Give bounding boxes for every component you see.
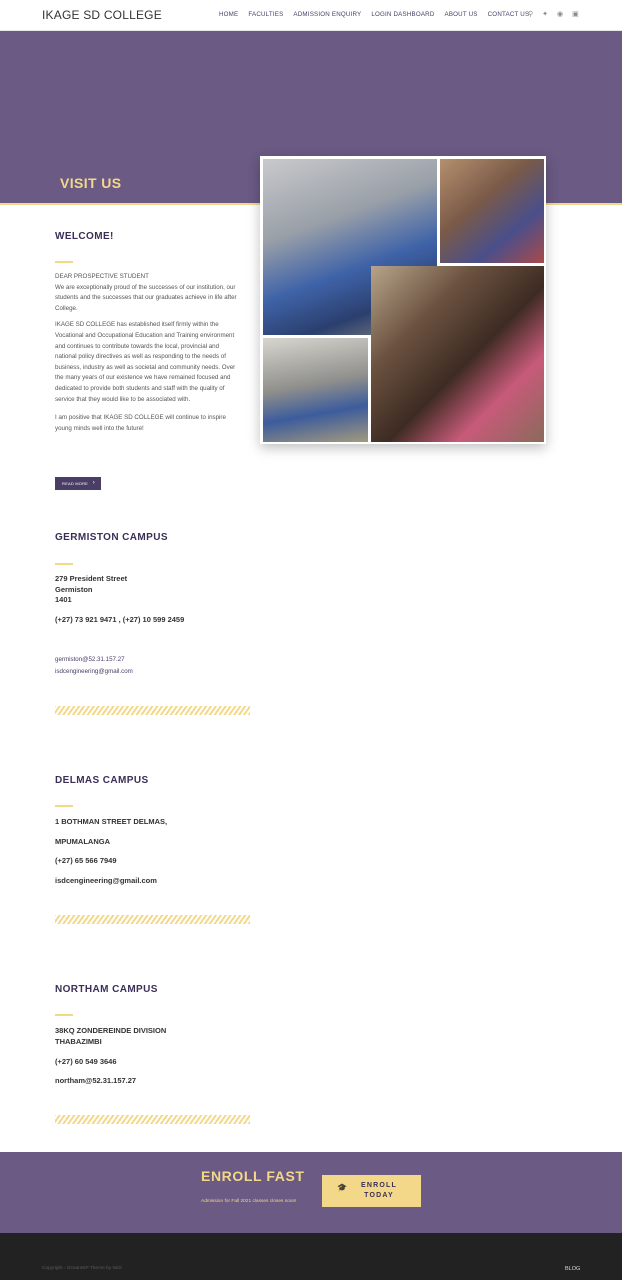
collage-photo-students <box>440 159 544 263</box>
main-nav <box>219 11 539 18</box>
northam-email[interactable]: northam@52.31.157.27 <box>55 1076 137 1085</box>
nav-home[interactable]: HOME <box>219 11 239 18</box>
enroll-button-line-1: ENROLL <box>361 1182 397 1189</box>
northam-accent <box>55 1014 73 1016</box>
delmas-divider <box>55 915 250 924</box>
nav-faculties[interactable]: FACULTIES <box>248 11 284 18</box>
welcome-paragraph-3: I am positive that IKAGE SD COLLEGE will continue to inspire young minds well into the future! <box>55 414 226 432</box>
enroll-title: ENROLL FAST <box>201 1168 305 1184</box>
germiston-accent <box>55 563 73 565</box>
northam-line-1: 38KQ ZONDEREINDE DIVISION <box>55 1026 167 1035</box>
nav-login-dashboard[interactable]: LOGIN DASHBOARD <box>371 11 435 18</box>
welcome-text <box>55 272 241 434</box>
northam-phone: (+27) 60 549 3646 <box>55 1057 117 1066</box>
site-logo[interactable]: IKAGE SD COLLEGE <box>42 8 162 22</box>
enroll-today-button[interactable] <box>322 1175 421 1207</box>
site-footer <box>0 1233 622 1280</box>
northam-divider <box>55 1115 250 1124</box>
delmas-province: MPUMALANGA <box>55 837 110 846</box>
footer-copyright: Copyright - OceanWP Theme by Nick <box>42 1266 122 1271</box>
footer-blog-link[interactable]: BLOG <box>565 1266 581 1272</box>
welcome-greeting: DEAR PROSPECTIVE STUDENT <box>55 273 149 280</box>
enroll-button-line-2: TODAY <box>364 1192 394 1199</box>
read-more-button[interactable] <box>55 477 101 490</box>
delmas-phone: (+27) 65 566 7949 <box>55 856 117 865</box>
nav-contact-us[interactable]: CONTACT US <box>487 11 530 18</box>
germiston-address <box>55 574 127 606</box>
germiston-divider <box>55 706 250 715</box>
nav-admission-enquiry[interactable]: ADMISSION ENQUIRY <box>293 11 362 18</box>
germiston-city: Germiston <box>55 584 93 594</box>
welcome-paragraph-2: IKAGE SD COLLEGE has established itself firmly within the Vocational and Occupational Education and Training environment and continues to contribute towards the local, provincial and national policy directives as well as responding to the needs of business, industry as well as societal and community needs. Over the many years of our existence we have remained focused and dedicated to provide both students and staff with the quality of service that they would like to be associated with. <box>55 321 236 403</box>
twitter-icon[interactable]: ✦ <box>542 11 549 18</box>
northam-title: NORTHAM CAMPUS <box>55 984 158 995</box>
delmas-email[interactable]: isdcengineering@gmail.com <box>55 876 157 885</box>
nav-about-us[interactable]: ABOUT US <box>444 11 478 18</box>
photo-collage <box>260 156 546 444</box>
northam-line-2: THABAZIMBI <box>55 1036 102 1046</box>
instagram-icon[interactable]: ▣ <box>572 11 579 18</box>
site-header <box>0 0 622 31</box>
delmas-title: DELMAS CAMPUS <box>55 775 149 786</box>
spacer <box>55 405 241 413</box>
germiston-email-2[interactable]: isdcengineering@gmail.com <box>55 667 133 675</box>
collage-photo-campus <box>263 338 368 442</box>
germiston-email-1[interactable]: germiston@52.31.157.27 <box>55 656 125 663</box>
welcome-paragraph-1: We are exceptionally proud of the successes of our institution, our students and the successes that our graduates achieve in life after College. <box>55 283 237 312</box>
search-icon[interactable]: ⚲ <box>528 11 534 18</box>
header-icons <box>528 10 579 18</box>
welcome-title: WELCOME! <box>55 231 114 242</box>
germiston-emails <box>55 654 133 677</box>
hero-title: VISIT US <box>60 175 122 191</box>
germiston-phone: (+27) 73 921 9471 , (+27) 10 599 2459 <box>55 615 185 624</box>
arrow-right-icon: › <box>92 480 95 486</box>
germiston-street: 279 President Street <box>55 574 128 583</box>
read-more-label: READ MORE <box>62 481 89 486</box>
germiston-code: 1401 <box>55 595 72 604</box>
welcome-accent <box>55 261 73 263</box>
enroll-banner <box>0 1152 622 1233</box>
delmas-street: 1 BOTHMAN STREET DELMAS, <box>55 817 168 826</box>
facebook-icon[interactable]: ◉ <box>557 11 564 18</box>
delmas-accent <box>55 805 73 807</box>
enroll-subtitle: Admission for Fall 2021 classes closes soon! <box>201 1199 297 1204</box>
northam-address <box>55 1026 166 1047</box>
graduation-cap-icon: 🎓 <box>337 1183 349 1192</box>
collage-photo-selfie <box>371 266 544 442</box>
germiston-title: GERMISTON CAMPUS <box>55 532 168 543</box>
